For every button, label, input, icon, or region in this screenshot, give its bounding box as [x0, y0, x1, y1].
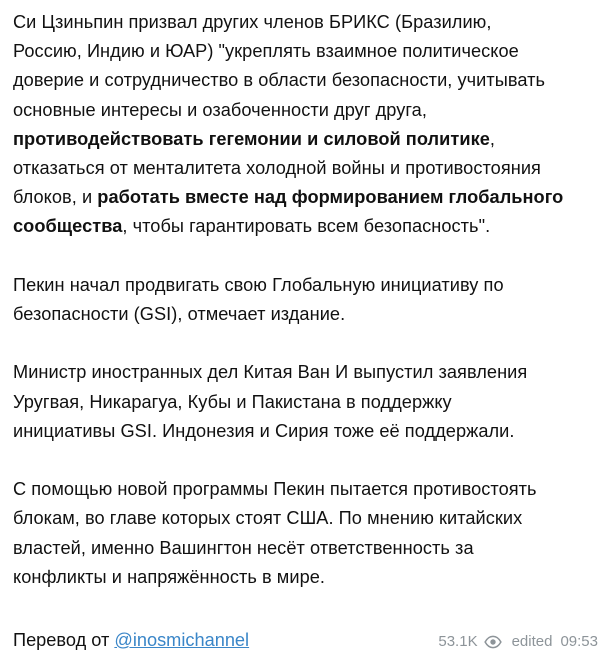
text-run: , чтобы гарантировать всем безопасность". — [122, 216, 491, 237]
text-line — [13, 96, 606, 125]
bold-text-run: противодействовать гегемонии и силовой политике — [13, 128, 490, 149]
attribution-line — [13, 626, 249, 655]
edited-label: edited — [511, 633, 553, 650]
text-line — [13, 300, 606, 329]
text-line — [13, 8, 606, 37]
text-line — [13, 154, 606, 183]
text-line — [13, 271, 606, 300]
text-line — [13, 504, 606, 533]
view-count: 53.1K — [438, 633, 478, 650]
text-line — [13, 563, 606, 592]
text-run: Пекин начал продвигать свою Глобальную инициативу по — [13, 274, 504, 295]
attribution-prefix: Перевод от — [13, 630, 115, 650]
eye-icon — [484, 635, 502, 649]
message-paragraph — [13, 358, 606, 446]
text-line — [13, 183, 606, 212]
text-run: безопасности (GSI), отмечает издание. — [13, 304, 346, 325]
text-line — [13, 475, 606, 504]
message-paragraph — [13, 271, 606, 329]
text-run: конфликты и напряжённость в мире. — [13, 566, 326, 587]
text-run: Министр иностранных дел Китая Ван И выпустил заявления — [13, 362, 528, 383]
text-run: Россию, Индию и ЮАР) "укреплять взаимное политическое — [13, 41, 519, 62]
message-time: 09:53 — [560, 633, 598, 650]
text-run: Си Цзиньпин призвал других членов БРИКС (Бразилию, — [13, 12, 492, 32]
text-run: доверие и сотрудничество в области безопасности, учитывать — [13, 70, 546, 91]
channel-link[interactable]: @inosmichannel — [114, 630, 250, 650]
text-line — [13, 37, 606, 66]
text-run: блокам, во главе которых стоят США. По мнению китайских — [13, 508, 523, 529]
text-line — [13, 66, 606, 95]
text-line — [13, 534, 606, 563]
text-line — [13, 358, 606, 387]
text-run: С помощью новой программы Пекин пытается противостоять — [13, 479, 537, 500]
text-line — [13, 212, 606, 241]
text-run: властей, именно Вашингтон несёт ответственность за — [13, 537, 474, 558]
message-paragraph — [13, 8, 606, 242]
text-run: инициативы GSI. Индонезия и Сирия тоже её поддержали. — [13, 420, 515, 441]
message-meta — [438, 633, 598, 650]
bold-text-run: работать вместе над формированием глобального — [97, 187, 564, 208]
text-run: Уругвая, Никарагуа, Кубы и Пакистана в поддержку — [13, 391, 452, 412]
message-paragraph — [13, 475, 606, 592]
text-run: отказаться от менталитета холодной войны и противостояния — [13, 158, 541, 179]
text-line — [13, 388, 606, 417]
text-run: основные интересы и озабоченности друг друга, — [13, 99, 427, 120]
text-run: , — [489, 128, 496, 149]
text-run: блоков, и — [13, 187, 98, 208]
message-text — [13, 8, 606, 592]
bold-text-run: сообщества — [13, 216, 123, 237]
text-line — [13, 125, 606, 154]
text-line — [13, 417, 606, 446]
